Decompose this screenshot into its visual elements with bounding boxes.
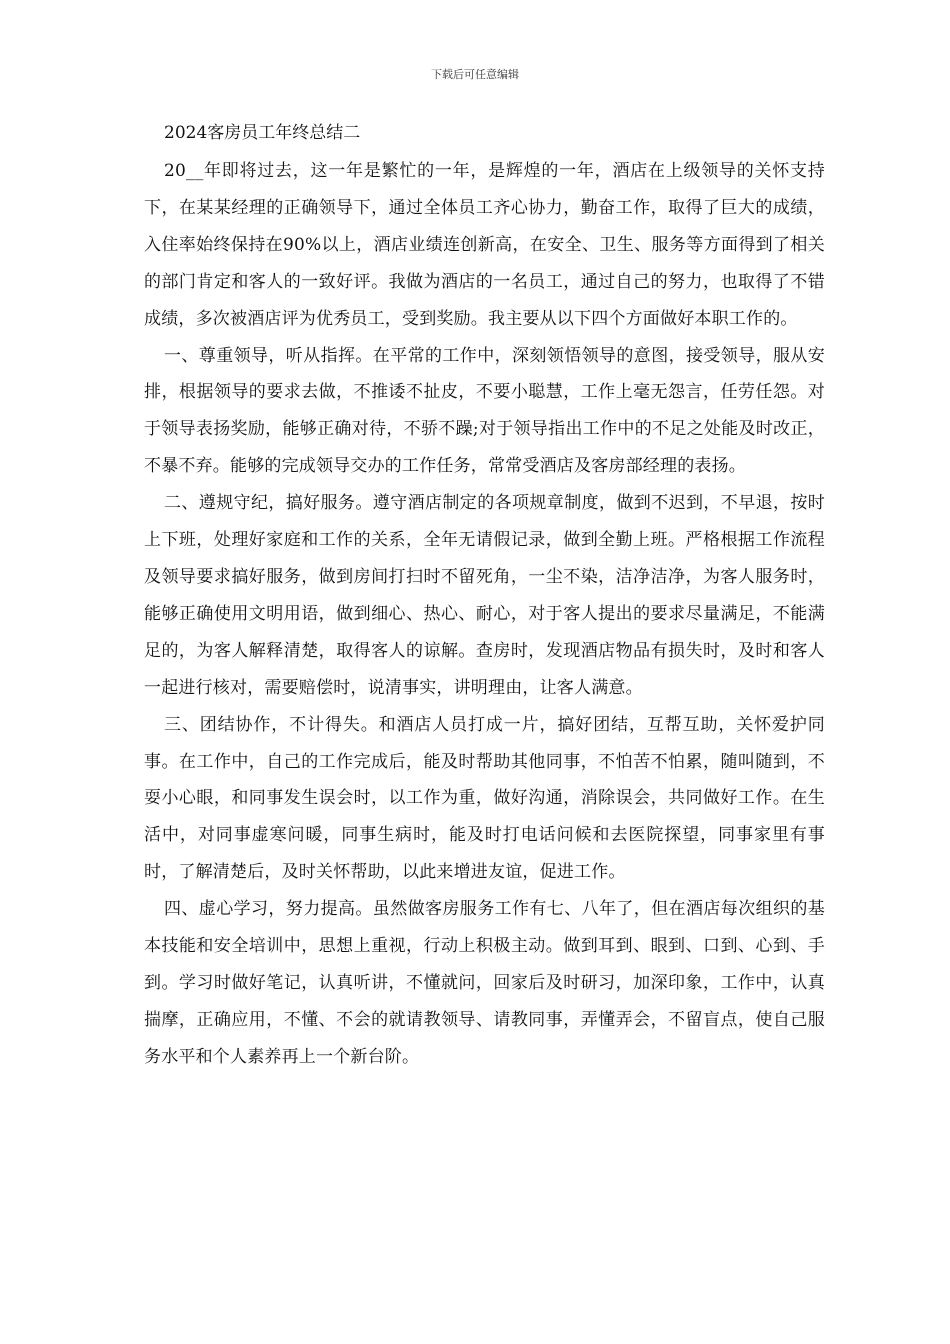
paragraph-section-1: 一、尊重领导，听从指挥。在平常的工作中，深刻领悟领导的意图，接受领导，服从安排，根据领导的要求去做，不推诿不扯皮，不要小聪慧，工作上毫无怨言，任劳任怨。对于领导表扬奖励，能够正确对待，不骄不躁;对于领导指出工作中的不足之处能及时改正，不暴不弃。能够的完成领导交办的工作任务，常常受酒店及客房部经理的表扬。 — [144, 345, 825, 477]
paragraph-section-4: 四、虚心学习，努力提高。虽然做客房服务工作有七、八年了，但在酒店每次组织的基本技能和安全培训中，思想上重视，行动上积极主动。做到耳到、眼到、口到、心到、手到。学习时做好笔记，认真听讲，不懂就问，回家后及时研习，加深印象，工作中，认真揣摩，正确应用，不懂、不会的就请教领导、请教同事，弄懂弄会，不留盲点，使自己服务水平和个人素养再上一个新台阶。 — [144, 899, 825, 1067]
page-header: 下载后可任意编辑 — [431, 68, 519, 81]
document-body — [144, 153, 825, 1076]
document-title: 2024客房员工年终总结二 — [164, 123, 361, 143]
paragraph-intro: 20__年即将过去，这一年是繁忙的一年，是辉煌的一年，酒店在上级领导的关怀支持下，在某某经理的正确领导下，通过全体员工齐心协力，勤奋工作，取得了巨大的成绩，入住率始终保持在90%以上，酒店业绩连创新高，在安全、卫生、服务等方面得到了相关的部门肯定和客人的一致好评。我做为酒店的一名员工，通过自己的努力，也取得了不错成绩，多次被酒店评为优秀员工，受到奖励。我主要从以下四个方面做好本职工作的。 — [144, 161, 825, 329]
paragraph-section-3: 三、团结协作，不计得失。和酒店人员打成一片，搞好团结，互帮互助，关怀爱护同事。在工作中，自己的工作完成后，能及时帮助其他同事，不怕苦不怕累，随叫随到，不耍小心眼，和同事发生误会时，以工作为重，做好沟通，消除误会，共同做好工作。在生活中，对同事虚寒问暖，同事生病时，能及时打电话问候和去医院探望，同事家里有事时，了解清楚后，及时关怀帮助，以此来增进友谊，促进工作。 — [144, 714, 825, 883]
paragraph-section-2: 二、遵规守纪，搞好服务。遵守酒店制定的各项规章制度，做到不迟到，不早退，按时上下班，处理好家庭和工作的关系，全年无请假记录，做到全勤上班。严格根据工作流程及领导要求搞好服务，做到房间打扫时不留死角，一尘不染，洁净洁净，为客人服务时，能够正确使用文明用语，做到细心、热心、耐心，对于客人提出的要求尽量满足，不能满足的，为客人解释清楚，取得客人的谅解。查房时，发现酒店物品有损失时，及时和客人一起进行核对，需要赔偿时，说清事实，讲明理由，让客人满意。 — [144, 493, 825, 698]
